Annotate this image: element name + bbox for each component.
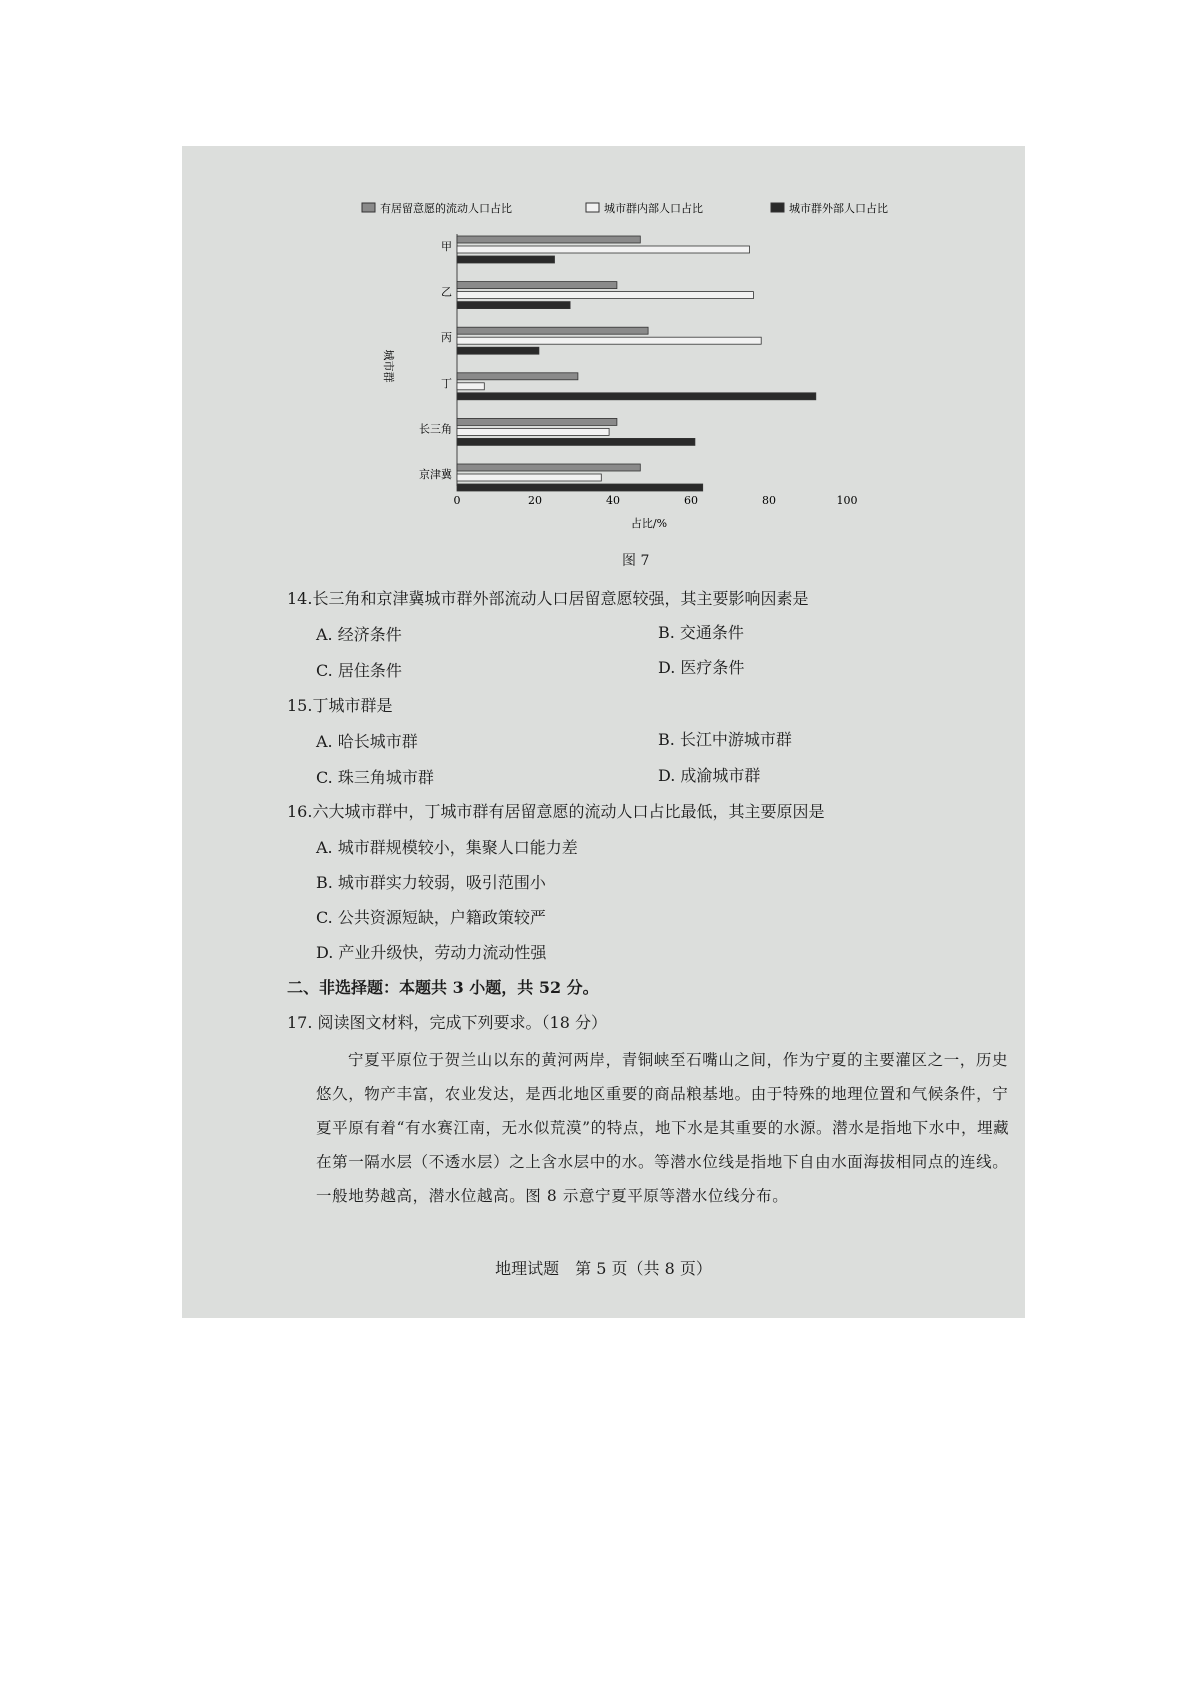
q15-option-b: B. 长江中游城市群 [658, 730, 792, 749]
x-tick-label: 20 [528, 494, 542, 507]
q14-option-b: B. 交通条件 [658, 623, 744, 642]
q16-option-a: A. 城市群规模较小，集聚人口能力差 [316, 838, 578, 857]
figure-caption: 图 7 [622, 553, 650, 569]
q14-option-c: C. 居住条件 [316, 661, 402, 680]
question-14-number: 14. [287, 589, 313, 608]
question-15 [287, 695, 392, 717]
page-footer: 地理试题 第 5 页（共 8 页） [495, 1259, 712, 1278]
bar-2-series-1 [457, 337, 761, 344]
bar-4-series-2 [457, 438, 695, 445]
bar-4-series-1 [457, 428, 609, 435]
x-tick-label: 60 [684, 494, 698, 507]
bar-5-series-1 [457, 474, 601, 481]
bar-0-series-0 [457, 236, 640, 243]
bar-1-series-0 [457, 282, 617, 289]
bar-1-series-2 [457, 302, 570, 309]
legend-swatch-external [771, 203, 784, 212]
question-16 [287, 801, 824, 823]
q16-option-c: C. 公共资源短缺，户籍政策较严 [316, 908, 546, 927]
category-label: 长三角 [419, 422, 452, 436]
category-label: 京津冀 [419, 468, 452, 481]
question-14 [287, 588, 808, 610]
bar-0-series-1 [457, 246, 750, 253]
legend-swatch-retention [362, 203, 375, 212]
section-heading: 二、非选择题：本题共 3 小题，共 52 分。 [287, 978, 599, 997]
legend-label-external: 城市群外部人口占比 [789, 202, 888, 215]
x-tick-label: 0 [453, 494, 461, 507]
x-tick-label: 40 [606, 494, 620, 507]
legend-label-internal: 城市群内部人口占比 [604, 202, 703, 215]
exam-page [182, 146, 1025, 1318]
question-15-text: 丁城市群是 [312, 696, 393, 715]
category-label: 丁 [441, 376, 452, 390]
question-14-text: 长三角和京津冀城市群外部流动人口居留意愿较强，其主要影响因素是 [312, 589, 809, 608]
chart-legend [362, 201, 888, 215]
q16-option-d: D. 产业升级快，劳动力流动性强 [316, 943, 547, 962]
y-axis-title: 城市群 [382, 349, 395, 383]
q15-option-c: C. 珠三角城市群 [316, 768, 434, 787]
question-16-text: 六大城市群中，丁城市群有居留意愿的流动人口占比最低，其主要原因是 [312, 802, 825, 821]
bar-0-series-2 [457, 256, 555, 263]
bar-3-series-0 [457, 373, 578, 380]
category-label: 乙 [441, 285, 452, 299]
q16-option-b: B. 城市群实力较弱，吸引范围小 [316, 873, 546, 892]
question-17-title: 17. 阅读图文材料，完成下列要求。（18 分） [287, 1013, 607, 1032]
category-label: 丙 [441, 331, 452, 345]
bar-1-series-1 [457, 292, 753, 299]
legend-label-retention: 有居留意愿的流动人口占比 [380, 202, 512, 215]
q14-option-a: A. 经济条件 [316, 625, 402, 644]
category-label: 甲 [441, 240, 452, 253]
q15-option-d: D. 成渝城市群 [658, 766, 761, 785]
x-axis-title: 占比/% [630, 517, 668, 530]
question-17-paragraph: 宁夏平原位于贺兰山以东的黄河两岸，青铜峡至石嘴山之间，作为宁夏的主要灌区之一，历史悠久，物产丰富，农业发达，是西北地区重要的商品粮基地。由于特殊的地理位置和气候条件，宁夏平原有着“有水赛江南，无水似荒漠”的特点，地下水是其重要的水源。潜水是指地下水中，埋藏在第一隔水层（不透水层）之上含水层中的水。等潜水位线是指地下自由水面海拔相同点的连线。一般地势越高，潜水位越高。图 8 示意宁夏平原等潜水位线分布。 [316, 1051, 1010, 1205]
bar-3-series-2 [457, 393, 816, 400]
q15-option-a: A. 哈长城市群 [316, 732, 418, 751]
bar-2-series-2 [457, 347, 539, 354]
legend-swatch-internal [586, 203, 599, 212]
bar-3-series-1 [457, 383, 484, 390]
x-tick-label: 100 [836, 494, 858, 507]
bar-4-series-0 [457, 418, 617, 425]
bar-chart-figure-7 [182, 146, 1025, 546]
question-16-number: 16. [287, 802, 313, 821]
q14-option-d: D. 医疗条件 [658, 658, 745, 677]
bar-5-series-0 [457, 464, 640, 471]
bar-2-series-0 [457, 327, 648, 334]
question-15-number: 15. [287, 696, 313, 715]
x-tick-label: 80 [762, 494, 776, 507]
bar-5-series-2 [457, 484, 703, 491]
